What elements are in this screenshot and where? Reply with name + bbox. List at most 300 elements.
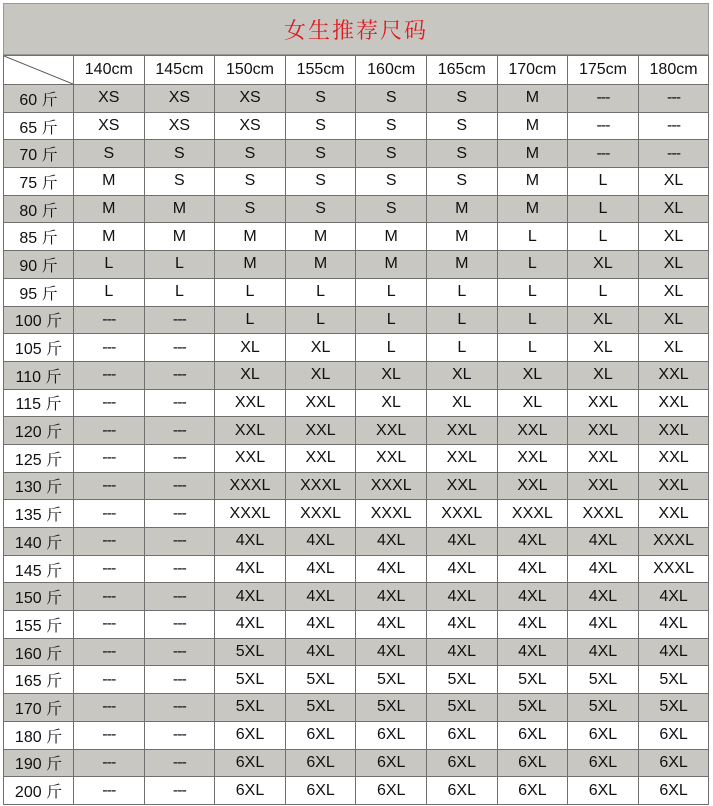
table-row (4, 777, 709, 805)
size-cell: L (426, 278, 497, 306)
size-cell: 5XL (285, 666, 356, 694)
height-header-175cm: 175cm (568, 56, 639, 85)
size-cell: --- (144, 334, 215, 362)
size-cell: XL (638, 251, 709, 279)
table-row (4, 500, 709, 528)
table-row (4, 223, 709, 251)
size-cell: --- (144, 361, 215, 389)
size-cell: S (215, 140, 286, 168)
size-cell: XL (638, 195, 709, 223)
size-cell: --- (74, 500, 145, 528)
size-cell: XL (285, 361, 356, 389)
size-cell: S (426, 140, 497, 168)
size-cell: --- (144, 417, 215, 445)
size-cell: L (215, 306, 286, 334)
size-cell: S (215, 168, 286, 196)
size-cell: --- (638, 140, 709, 168)
size-cell: XXL (285, 444, 356, 472)
size-cell: 5XL (426, 666, 497, 694)
size-cell: L (497, 306, 568, 334)
size-cell: --- (144, 694, 215, 722)
size-cell: --- (74, 472, 145, 500)
size-cell: 4XL (497, 583, 568, 611)
size-cell: M (426, 223, 497, 251)
table-row (4, 721, 709, 749)
size-cell: L (285, 306, 356, 334)
size-cell: XXL (356, 444, 427, 472)
size-cell: 4XL (426, 528, 497, 556)
size-cell: 4XL (638, 611, 709, 639)
size-cell: M (497, 168, 568, 196)
size-cell: XXXL (426, 500, 497, 528)
table-row (4, 694, 709, 722)
size-cell: --- (74, 721, 145, 749)
size-cell: 4XL (285, 528, 356, 556)
weight-label: 120 斤 (4, 417, 74, 445)
size-cell: XL (638, 334, 709, 362)
weight-label: 180 斤 (4, 721, 74, 749)
size-cell: --- (144, 528, 215, 556)
size-cell: --- (74, 638, 145, 666)
size-cell: S (426, 112, 497, 140)
size-cell: --- (568, 85, 639, 113)
table-row (4, 140, 709, 168)
size-cell: XXL (215, 417, 286, 445)
table-row (4, 666, 709, 694)
size-cell: XXXL (356, 472, 427, 500)
table-row (4, 472, 709, 500)
size-cell: S (356, 195, 427, 223)
size-cell: 4XL (356, 528, 427, 556)
size-cell: L (144, 278, 215, 306)
table-row (4, 749, 709, 777)
table-row (4, 112, 709, 140)
size-cell: 5XL (356, 694, 427, 722)
size-cell: 4XL (426, 583, 497, 611)
weight-label: 165 斤 (4, 666, 74, 694)
size-cell: XL (568, 361, 639, 389)
size-cell: 4XL (356, 583, 427, 611)
size-cell: 6XL (215, 777, 286, 805)
size-cell: M (144, 223, 215, 251)
weight-label: 155 斤 (4, 611, 74, 639)
height-header-170cm: 170cm (497, 56, 568, 85)
size-cell: XL (215, 361, 286, 389)
size-cell: 4XL (568, 528, 639, 556)
size-cell: XXXL (285, 500, 356, 528)
size-cell: M (356, 223, 427, 251)
size-cell: L (74, 278, 145, 306)
size-cell: --- (144, 611, 215, 639)
size-cell: XL (568, 306, 639, 334)
size-cell: --- (144, 666, 215, 694)
size-cell: XL (638, 168, 709, 196)
size-cell: S (285, 195, 356, 223)
size-cell: --- (144, 721, 215, 749)
corner-diagonal-line (4, 56, 73, 84)
height-header-145cm: 145cm (144, 56, 215, 85)
size-cell: --- (74, 555, 145, 583)
size-cell: 6XL (568, 749, 639, 777)
size-cell: 4XL (426, 638, 497, 666)
size-cell: XL (356, 361, 427, 389)
table-row (4, 389, 709, 417)
size-cell: XS (215, 112, 286, 140)
size-cell: XL (638, 223, 709, 251)
size-cell: 5XL (285, 694, 356, 722)
size-cell: L (285, 278, 356, 306)
size-cell: XL (215, 334, 286, 362)
height-header-160cm: 160cm (356, 56, 427, 85)
size-cell: XXXL (568, 500, 639, 528)
size-cell: 4XL (356, 638, 427, 666)
height-header-150cm: 150cm (215, 56, 286, 85)
size-cell: 6XL (215, 749, 286, 777)
size-cell: M (285, 223, 356, 251)
weight-label: 80 斤 (4, 195, 74, 223)
size-table-body (4, 85, 709, 805)
height-header-140cm: 140cm (74, 56, 145, 85)
table-row (4, 195, 709, 223)
size-cell: 6XL (356, 749, 427, 777)
size-cell: XXXL (638, 555, 709, 583)
size-cell: 4XL (285, 638, 356, 666)
size-cell: 4XL (215, 528, 286, 556)
size-cell: XXL (215, 389, 286, 417)
size-cell: 6XL (285, 777, 356, 805)
size-cell: 5XL (215, 638, 286, 666)
size-cell: 4XL (426, 611, 497, 639)
size-cell: 6XL (426, 777, 497, 805)
size-cell: XXL (356, 417, 427, 445)
size-cell: L (497, 278, 568, 306)
size-cell: 5XL (356, 666, 427, 694)
size-cell: S (285, 140, 356, 168)
size-cell: XXL (568, 417, 639, 445)
size-table (3, 55, 709, 805)
size-cell: 6XL (426, 721, 497, 749)
size-cell: 5XL (568, 666, 639, 694)
size-cell: --- (144, 472, 215, 500)
size-cell: --- (74, 444, 145, 472)
size-cell: --- (144, 389, 215, 417)
size-cell: XS (144, 85, 215, 113)
size-cell: M (285, 251, 356, 279)
size-cell: --- (74, 777, 145, 805)
size-cell: XL (497, 361, 568, 389)
weight-label: 115 斤 (4, 389, 74, 417)
size-cell: S (356, 112, 427, 140)
table-row (4, 555, 709, 583)
size-cell: 4XL (568, 638, 639, 666)
size-cell: M (74, 195, 145, 223)
size-cell: S (144, 140, 215, 168)
table-row (4, 528, 709, 556)
size-cell: --- (74, 361, 145, 389)
size-cell: XL (426, 361, 497, 389)
size-cell: 5XL (638, 694, 709, 722)
weight-label: 105 斤 (4, 334, 74, 362)
size-cell: 4XL (568, 555, 639, 583)
size-cell: --- (144, 638, 215, 666)
size-cell: XXL (568, 389, 639, 417)
size-cell: 5XL (497, 666, 568, 694)
size-cell: 6XL (356, 721, 427, 749)
size-cell: XXL (426, 417, 497, 445)
size-cell: 6XL (285, 749, 356, 777)
size-cell: 4XL (356, 555, 427, 583)
size-cell: XXXL (215, 472, 286, 500)
size-cell: S (285, 112, 356, 140)
table-row (4, 334, 709, 362)
weight-label: 65 斤 (4, 112, 74, 140)
size-cell: L (426, 334, 497, 362)
size-cell: --- (74, 417, 145, 445)
size-cell: XXL (285, 389, 356, 417)
size-cell: XXXL (285, 472, 356, 500)
size-cell: 5XL (215, 694, 286, 722)
weight-label: 75 斤 (4, 168, 74, 196)
size-cell: XXL (285, 417, 356, 445)
weight-label: 150 斤 (4, 583, 74, 611)
size-cell: XL (568, 251, 639, 279)
weight-label: 60 斤 (4, 85, 74, 113)
table-row (4, 85, 709, 113)
size-cell: 6XL (426, 749, 497, 777)
size-cell: XL (426, 389, 497, 417)
size-cell: --- (74, 583, 145, 611)
size-cell: --- (74, 666, 145, 694)
size-cell: S (426, 85, 497, 113)
chart-title: 女生推荐尺码 (283, 18, 428, 44)
size-cell: S (426, 168, 497, 196)
size-cell: --- (144, 444, 215, 472)
weight-label: 100 斤 (4, 306, 74, 334)
size-cell: 4XL (638, 638, 709, 666)
size-cell: 6XL (497, 777, 568, 805)
size-cell: L (568, 195, 639, 223)
size-cell: --- (74, 749, 145, 777)
weight-label: 125 斤 (4, 444, 74, 472)
size-cell: 4XL (426, 555, 497, 583)
size-cell: --- (74, 694, 145, 722)
table-row (4, 611, 709, 639)
size-cell: 4XL (497, 555, 568, 583)
size-cell: 4XL (285, 555, 356, 583)
size-cell: S (285, 168, 356, 196)
size-cell: 4XL (497, 638, 568, 666)
height-header-row (4, 56, 709, 85)
size-cell: 4XL (215, 583, 286, 611)
size-cell: --- (74, 334, 145, 362)
table-row (4, 251, 709, 279)
weight-label: 140 斤 (4, 528, 74, 556)
size-cell: 6XL (497, 749, 568, 777)
size-cell: XL (568, 334, 639, 362)
size-cell: 4XL (356, 611, 427, 639)
size-cell: 4XL (638, 583, 709, 611)
size-cell: L (356, 278, 427, 306)
height-header-155cm: 155cm (285, 56, 356, 85)
size-cell: --- (568, 112, 639, 140)
size-cell: XS (74, 85, 145, 113)
table-row (4, 583, 709, 611)
size-cell: M (497, 195, 568, 223)
size-cell: M (497, 140, 568, 168)
height-header-165cm: 165cm (426, 56, 497, 85)
size-cell: XXL (638, 472, 709, 500)
size-cell: XS (215, 85, 286, 113)
size-cell: XXL (497, 444, 568, 472)
size-cell: M (497, 85, 568, 113)
size-cell: 5XL (568, 694, 639, 722)
size-cell: 4XL (568, 611, 639, 639)
size-cell: --- (74, 389, 145, 417)
weight-label: 130 斤 (4, 472, 74, 500)
size-cell: --- (144, 777, 215, 805)
size-cell: M (497, 112, 568, 140)
size-cell: S (356, 85, 427, 113)
table-row (4, 168, 709, 196)
size-cell: 5XL (215, 666, 286, 694)
size-cell: XXL (568, 444, 639, 472)
size-cell: 4XL (568, 583, 639, 611)
size-cell: --- (74, 611, 145, 639)
size-cell: XXL (638, 389, 709, 417)
size-cell: --- (144, 749, 215, 777)
size-cell: XXL (638, 444, 709, 472)
size-cell: XXL (215, 444, 286, 472)
size-cell: --- (74, 306, 145, 334)
size-cell: 6XL (356, 777, 427, 805)
size-cell: 6XL (215, 721, 286, 749)
size-cell: M (215, 223, 286, 251)
weight-label: 170 斤 (4, 694, 74, 722)
size-cell: L (426, 306, 497, 334)
size-cell: L (568, 168, 639, 196)
size-cell: XXL (568, 472, 639, 500)
size-cell: L (497, 334, 568, 362)
size-cell: S (215, 195, 286, 223)
table-row (4, 638, 709, 666)
size-cell: 6XL (497, 721, 568, 749)
size-cell: XL (356, 389, 427, 417)
weight-label: 160 斤 (4, 638, 74, 666)
size-cell: 6XL (568, 721, 639, 749)
size-cell: 4XL (285, 611, 356, 639)
size-cell: XXXL (497, 500, 568, 528)
size-cell: M (426, 251, 497, 279)
weight-label: 95 斤 (4, 278, 74, 306)
table-row (4, 306, 709, 334)
size-cell: XXL (638, 417, 709, 445)
table-row (4, 361, 709, 389)
size-cell: XXL (638, 500, 709, 528)
height-header-180cm: 180cm (638, 56, 709, 85)
size-cell: XL (638, 278, 709, 306)
size-cell: XL (497, 389, 568, 417)
size-cell: 6XL (568, 777, 639, 805)
size-cell: M (74, 168, 145, 196)
size-cell: XS (144, 112, 215, 140)
size-cell: L (497, 223, 568, 251)
size-cell: XL (638, 306, 709, 334)
size-cell: L (74, 251, 145, 279)
size-cell: --- (638, 112, 709, 140)
size-cell: S (356, 140, 427, 168)
size-cell: --- (144, 306, 215, 334)
size-cell: S (285, 85, 356, 113)
size-cell: XS (74, 112, 145, 140)
weight-label: 70 斤 (4, 140, 74, 168)
weight-label: 135 斤 (4, 500, 74, 528)
corner-cell (4, 56, 74, 85)
size-cell: --- (568, 140, 639, 168)
weight-label: 85 斤 (4, 223, 74, 251)
weight-label: 90 斤 (4, 251, 74, 279)
size-cell: --- (74, 528, 145, 556)
size-cell: M (356, 251, 427, 279)
weight-label: 110 斤 (4, 361, 74, 389)
size-cell: L (356, 334, 427, 362)
size-cell: 4XL (497, 528, 568, 556)
size-cell: 6XL (638, 721, 709, 749)
size-cell: XXL (497, 417, 568, 445)
table-row (4, 278, 709, 306)
size-cell: 6XL (638, 749, 709, 777)
size-cell: 4XL (215, 555, 286, 583)
size-cell: XXL (497, 472, 568, 500)
size-cell: M (144, 195, 215, 223)
size-cell: L (356, 306, 427, 334)
size-cell: --- (144, 500, 215, 528)
size-cell: M (426, 195, 497, 223)
weight-label: 190 斤 (4, 749, 74, 777)
size-cell: M (215, 251, 286, 279)
table-row (4, 417, 709, 445)
size-cell: XL (285, 334, 356, 362)
size-cell: S (356, 168, 427, 196)
size-cell: S (144, 168, 215, 196)
size-cell: XXL (638, 361, 709, 389)
size-cell: M (74, 223, 145, 251)
weight-label: 145 斤 (4, 555, 74, 583)
size-cell: XXL (426, 444, 497, 472)
size-cell: 4XL (497, 611, 568, 639)
size-cell: --- (144, 583, 215, 611)
title-bar (3, 3, 709, 55)
size-cell: 5XL (426, 694, 497, 722)
size-cell: XXXL (215, 500, 286, 528)
size-cell: S (74, 140, 145, 168)
size-cell: 4XL (215, 611, 286, 639)
size-cell: 6XL (638, 777, 709, 805)
size-cell: L (497, 251, 568, 279)
size-cell: --- (638, 85, 709, 113)
table-row (4, 444, 709, 472)
size-cell: --- (144, 555, 215, 583)
size-cell: 5XL (497, 694, 568, 722)
size-cell: XXL (426, 472, 497, 500)
size-cell: L (144, 251, 215, 279)
size-cell: L (568, 278, 639, 306)
size-cell: XXXL (356, 500, 427, 528)
weight-label: 200 斤 (4, 777, 74, 805)
size-cell: 4XL (285, 583, 356, 611)
size-cell: XXXL (638, 528, 709, 556)
size-cell: 5XL (638, 666, 709, 694)
size-cell: L (215, 278, 286, 306)
